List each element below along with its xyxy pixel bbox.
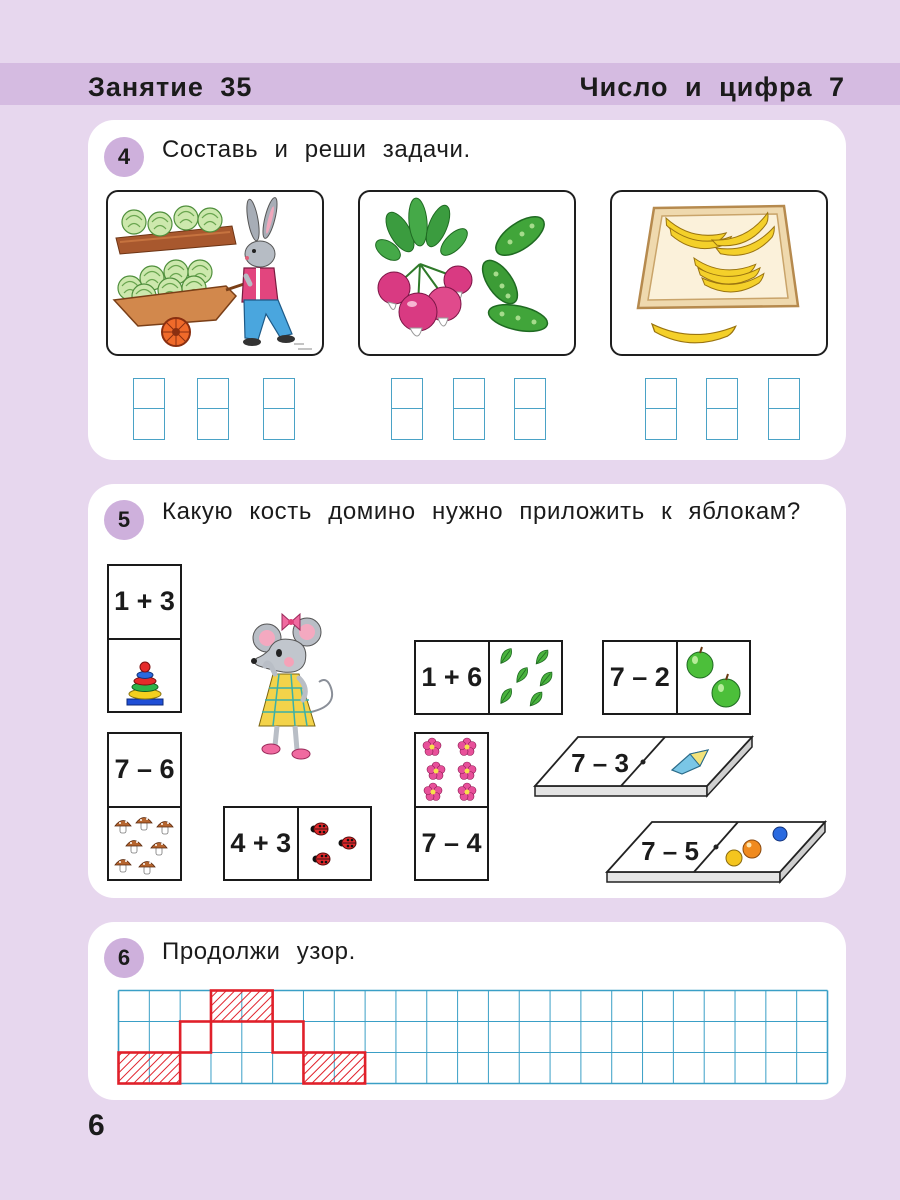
- answer-box-divider: [769, 408, 799, 409]
- domino-half-picture: [109, 806, 180, 880]
- domino-half-expression: [109, 566, 180, 638]
- domino-label: 1 + 6: [421, 662, 483, 692]
- domino-label: 7 – 3: [571, 748, 629, 778]
- rabbit-cabbage-picture: [108, 192, 322, 354]
- tray-icon: [638, 206, 798, 308]
- mouse-character: [245, 608, 340, 763]
- answer-box-divider: [392, 408, 422, 409]
- domino-label: 7 – 4: [421, 827, 482, 858]
- answer-box: [645, 378, 677, 440]
- apple-icon: [687, 647, 713, 678]
- answer-box: [706, 378, 738, 440]
- answer-box-divider: [198, 408, 228, 409]
- apples-icon: [678, 643, 748, 713]
- domino-label: 7 – 5: [641, 836, 699, 866]
- topic-title: Число и цифра 7: [579, 72, 845, 102]
- task-4-text: Составь и реши задачи.: [162, 136, 471, 163]
- domino-7-minus-2: [602, 640, 751, 715]
- domino-half-picture: [676, 642, 750, 713]
- domino-half-expression: [416, 806, 487, 880]
- domino-label: 4 + 3: [230, 828, 292, 858]
- pattern-cell-outlined: [180, 1022, 211, 1053]
- answer-box-divider: [515, 408, 545, 409]
- domino-label: 7 – 2: [609, 662, 670, 692]
- rabbit-icon: [242, 196, 312, 349]
- task-6-number-badge: 6: [104, 938, 144, 978]
- domino-label: 7 – 6: [114, 754, 175, 785]
- picture-frame-2: [358, 190, 576, 356]
- domino-half-picture: [109, 638, 180, 712]
- mouse-tail: [311, 680, 332, 712]
- flowers-icon: [417, 735, 487, 805]
- mushrooms-icon: [110, 808, 180, 878]
- domino-half-picture: [488, 642, 562, 713]
- radish-icon: [378, 266, 472, 336]
- domino-half-picture: [416, 734, 487, 806]
- answer-box-divider: [646, 408, 676, 409]
- domino-7-minus-3: [535, 737, 752, 796]
- answer-box: [391, 378, 423, 440]
- task-4-number-badge: 4: [104, 137, 144, 177]
- domino-7-minus-6: [107, 732, 182, 881]
- domino-7-minus-4: [414, 732, 489, 881]
- tilted-dominoes: [530, 730, 830, 890]
- domino-1-plus-3: [107, 564, 182, 713]
- domino-7-minus-5: [607, 822, 825, 882]
- pattern-cell-hatched: [211, 991, 273, 1022]
- answer-box-divider: [134, 408, 164, 409]
- domino-half-expression: [604, 642, 676, 713]
- domino-half-expression: [416, 642, 488, 713]
- answer-box: [263, 378, 295, 440]
- answer-box-divider: [264, 408, 294, 409]
- answer-box: [514, 378, 546, 440]
- mouse-legs: [262, 726, 310, 759]
- bow-icon: [282, 614, 300, 630]
- cucumber-icon: [476, 209, 551, 336]
- answer-box: [768, 378, 800, 440]
- answer-box: [133, 378, 165, 440]
- pattern-cell-hatched: [119, 1053, 181, 1084]
- picture-frame-1: [106, 190, 324, 356]
- answer-box-divider: [454, 408, 484, 409]
- domino-1-plus-6: [414, 640, 563, 715]
- pyramid-toy-icon: [110, 640, 180, 710]
- leaves-icon: [490, 643, 560, 713]
- pattern-cell-hatched: [303, 1053, 365, 1084]
- domino-half-expression: [225, 808, 297, 879]
- answer-box: [453, 378, 485, 440]
- answer-box-divider: [707, 408, 737, 409]
- task-5-number-badge: 5: [104, 500, 144, 540]
- ladybugs-icon: [299, 809, 369, 879]
- pattern-cell-outlined: [273, 1022, 304, 1053]
- domino-half-picture: [297, 808, 371, 879]
- task-6-text: Продолжи узор.: [162, 938, 356, 965]
- apple-icon: [712, 674, 740, 707]
- pattern-grid: [117, 989, 829, 1085]
- banana-icon: [652, 324, 736, 343]
- radish-cucumber-picture: [360, 192, 574, 354]
- cabbage-icon: [122, 206, 222, 236]
- task-5-text: Какую кость домино нужно приложить к яблокам?: [162, 498, 801, 525]
- answer-box: [197, 378, 229, 440]
- domino-label: 1 + 3: [114, 586, 175, 617]
- picture-frame-3: [610, 190, 828, 356]
- domino-half-expression: [109, 734, 180, 806]
- lesson-title: Занятие 35: [88, 72, 253, 102]
- page-number: 6: [88, 1109, 105, 1142]
- banana-tray-picture: [612, 192, 826, 354]
- domino-4-plus-3: [223, 806, 372, 881]
